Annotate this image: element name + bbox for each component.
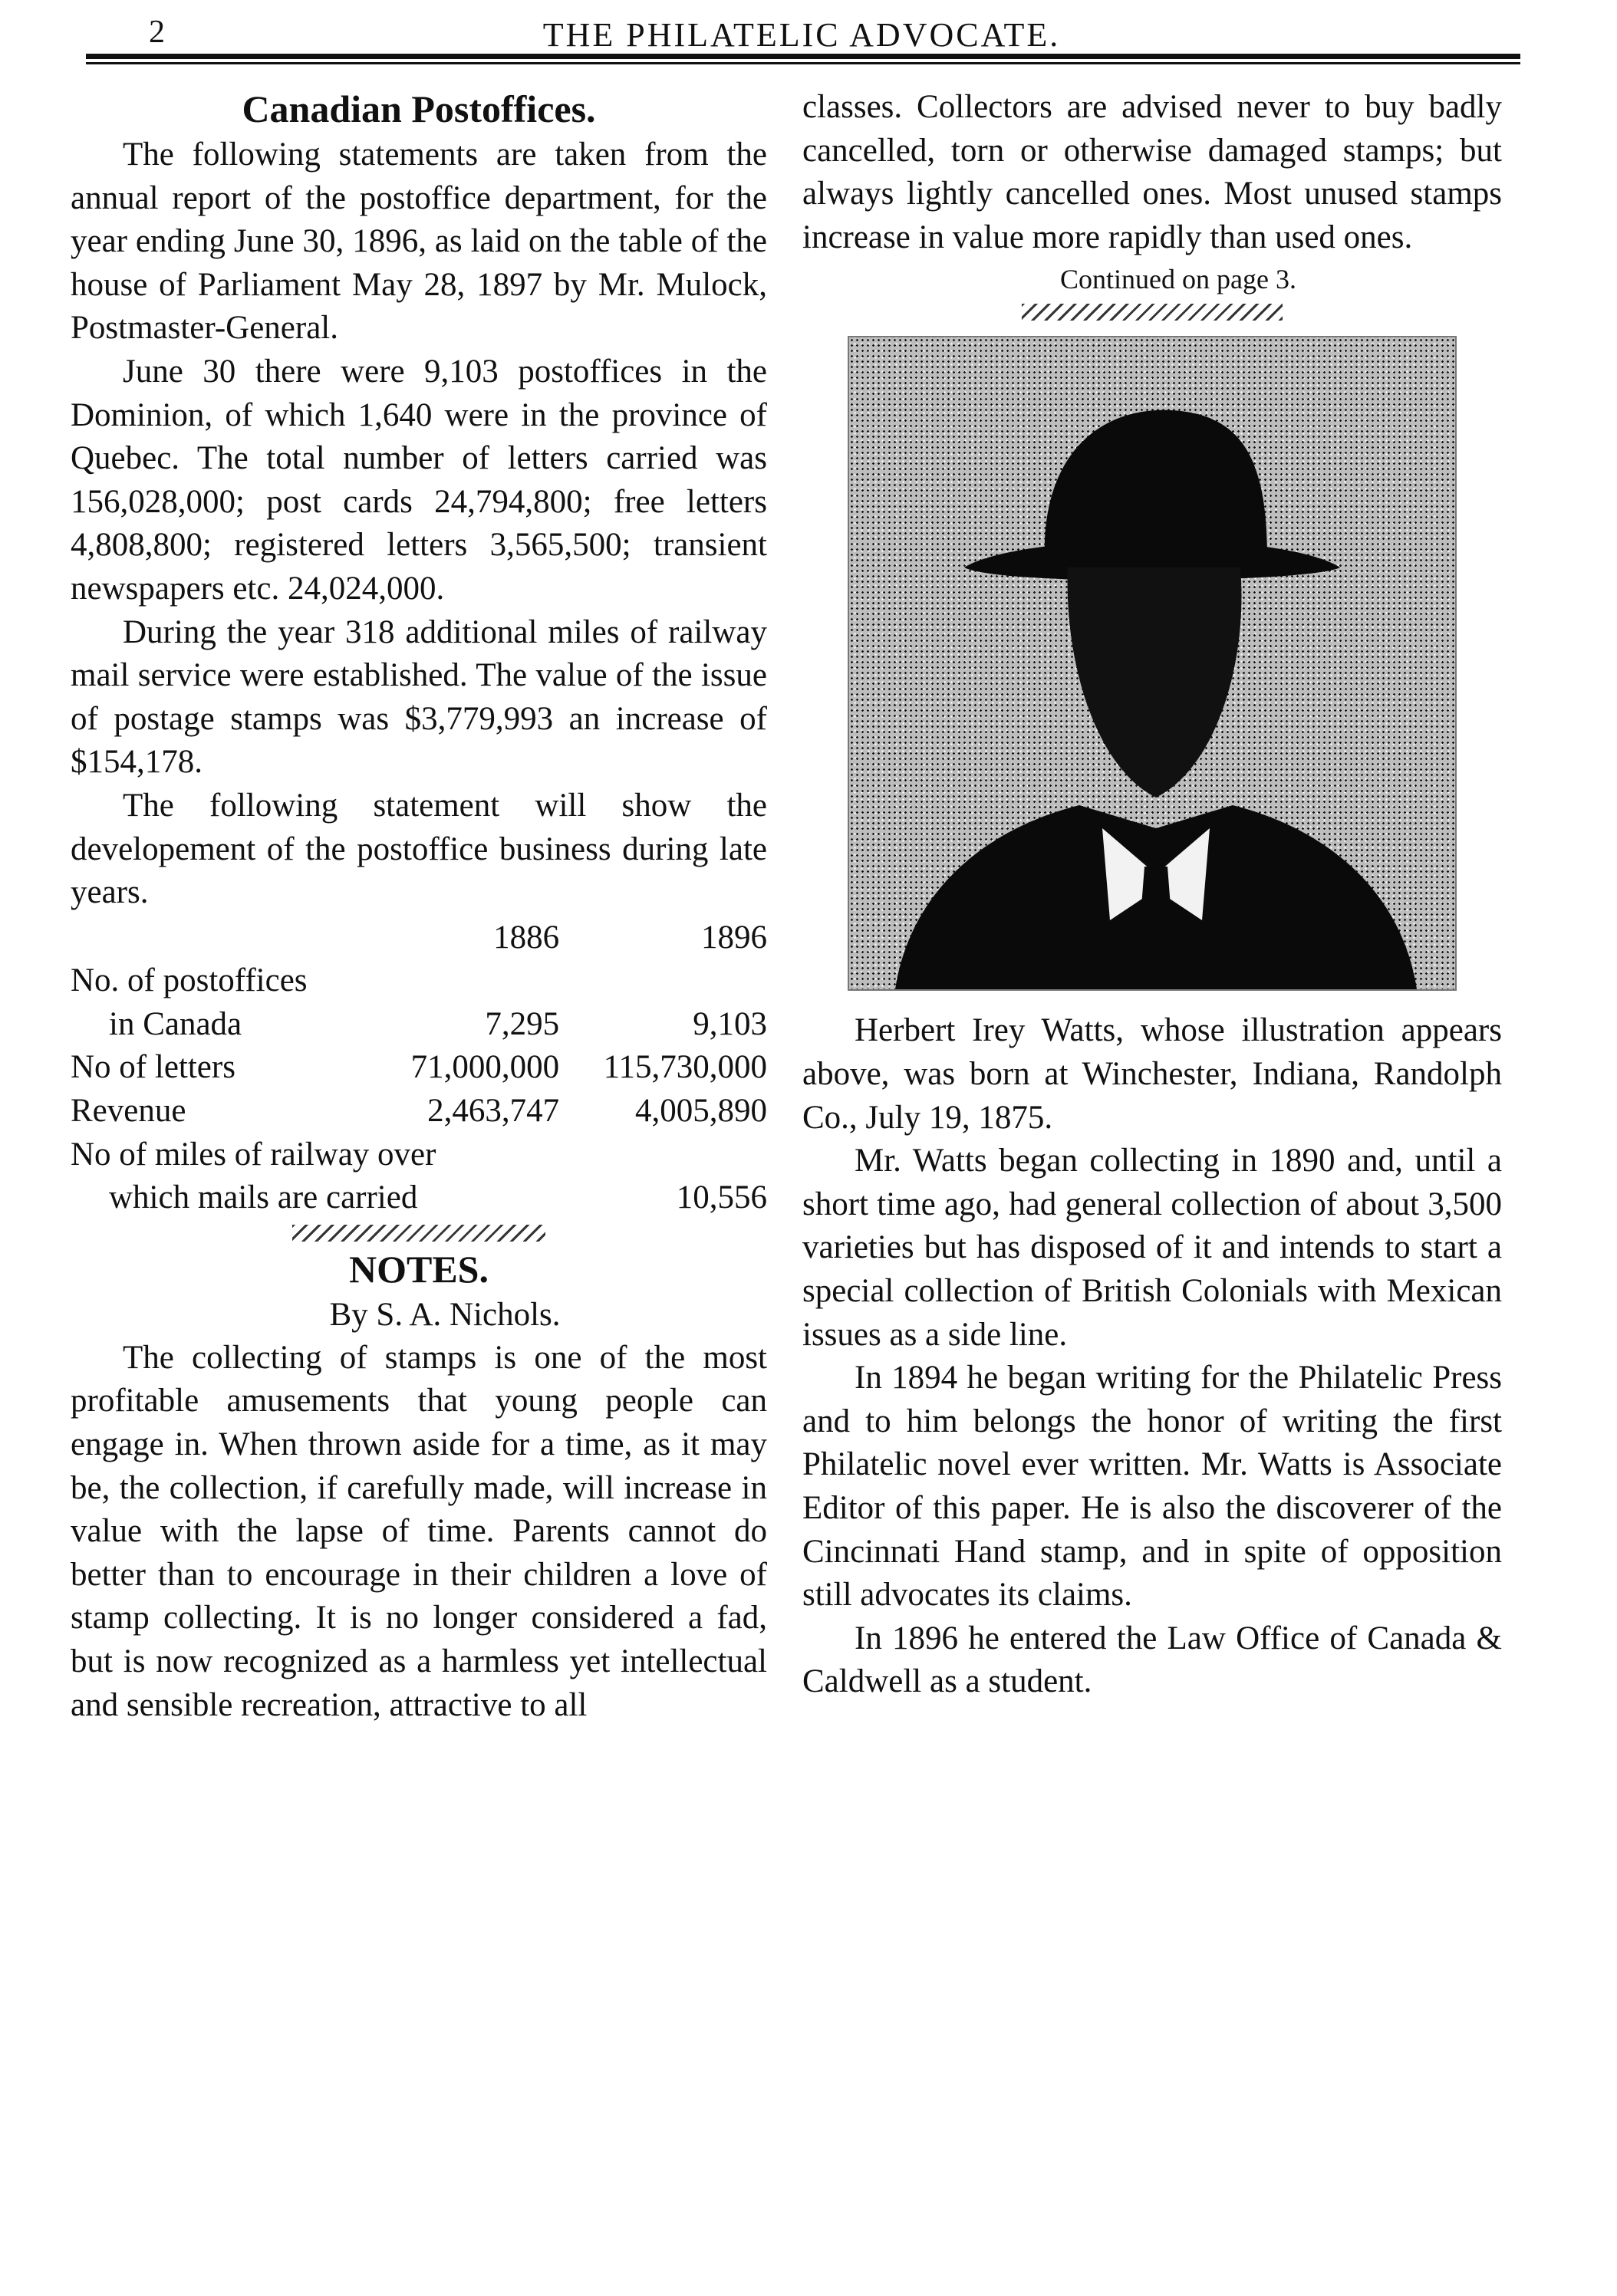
table-row-label: No of miles of railway over xyxy=(71,1136,436,1173)
article-paragraph: Herbert Irey Watts, whose illustration appears above, was born at Winchester, Indiana, Randolph Co., July 19, 1875. xyxy=(802,1012,1502,1136)
table-row-label: No of letters xyxy=(71,1049,235,1086)
table-cell: 2,463,747 xyxy=(427,1093,560,1130)
table-row xyxy=(71,959,767,1003)
table-cell: 7,295 xyxy=(485,1005,560,1042)
publication-title: THE PHILATELIC ADVOCATE. xyxy=(542,16,1061,54)
table-cell xyxy=(559,1133,767,1177)
table-row xyxy=(71,1176,767,1220)
table-row xyxy=(71,1046,767,1090)
portrait-photo xyxy=(848,336,1457,991)
masthead xyxy=(84,14,1519,58)
header-rule-thick xyxy=(86,54,1520,59)
article-paragraph: The collecting of stamps is one of the most profitable amusements that young people can engage in. When thrown aside for a time, as it may be, the collection, if carefully made, will increase in value with the lapse of time. Parents cannot do better than to encourage in their children a love of stamp collecting. It is no longer considered a fad, but is now recognized as a harmless yet intellectual and sensible recreation, attractive to all xyxy=(71,1339,767,1723)
table-row-label: Revenue xyxy=(71,1093,186,1130)
table-cell xyxy=(559,959,767,1003)
continued-note: Continued on page 3. xyxy=(1060,264,1296,295)
table-row-label: which mails are carried xyxy=(109,1179,418,1216)
article-paragraph: In 1896 he entered the Law Office of Canada & Caldwell as a student. xyxy=(802,1620,1502,1700)
page-number: 2 xyxy=(149,15,165,50)
table-cell xyxy=(371,959,560,1003)
table-cell: 115,730,000 xyxy=(603,1049,767,1086)
postoffice-statistics-table xyxy=(71,915,767,1220)
article-paragraph: In 1894 he began writing for the Philatelic Press and to him belongs the honor of writing the first Philatelic novel ever written. Mr. Watts is Associate Editor of this paper. He is also the discoverer of the Cincinnati Hand stamp, and in spite of opposition still advocates its claims. xyxy=(802,1360,1502,1613)
table-row xyxy=(71,1090,767,1133)
table-cell: 9,103 xyxy=(693,1005,767,1042)
article-paragraph: Mr. Watts began collecting in 1890 and, until a short time ago, had general collection of about 3,500 varieties but has disposed of it and intends to start a special collection of British Colonials with Mexican issues as a side line. xyxy=(802,1143,1502,1353)
table-row xyxy=(71,1133,767,1177)
portrait-silhouette-icon xyxy=(849,337,1455,989)
table-cell: 71,000,000 xyxy=(410,1049,560,1086)
article-paragraph: The following statement will show the developement of the postoffice business during late years. xyxy=(71,787,767,911)
article-paragraph-continued: classes. Collectors are advised never to buy badly cancelled, torn or otherwise damaged stamps; but always lightly cancelled ones. Most unused stamps increase in value more rapidly than used ones. xyxy=(802,89,1502,255)
section-divider xyxy=(1022,304,1283,321)
left-column xyxy=(71,86,767,1727)
byline: By S. A. Nichols. xyxy=(329,1296,561,1333)
table-row xyxy=(71,1003,767,1047)
article-paragraph: The following statements are taken from the annual report of the postoffice department, for the year ending June 30, 1896, as laid on the table of the house of Parliament May 28, 1897 by Mr. Mulock, Postmaster-General. xyxy=(71,137,767,347)
table-row-label: in Canada xyxy=(109,1005,242,1042)
article-paragraph: During the year 318 additional miles of railway mail service were established. The value of the issue of postage stamps was $3,779,993 an increase of $154,178. xyxy=(71,613,767,781)
table-header-row xyxy=(71,915,767,960)
table-cell: 4,005,890 xyxy=(635,1093,767,1130)
section-divider xyxy=(292,1225,545,1242)
table-cell: 10,556 xyxy=(676,1179,767,1216)
right-column xyxy=(802,86,1502,1704)
table-year-1896: 1896 xyxy=(701,919,767,956)
table-row-label: No. of postoffices xyxy=(71,962,308,999)
article-paragraph: June 30 there were 9,103 postoffices in the Dominion, of which 1,640 were in the province of Quebec. The total number of letters carried was 156,028,000; post cards 24,794,800; free letters 4,808,800; registered letters 3,565,500; transient newspapers etc. 24,024,000. xyxy=(71,353,767,607)
table-year-1886: 1886 xyxy=(493,919,560,956)
header-rule-thin xyxy=(86,62,1520,64)
article-title-canadian-postoffices: Canadian Postoffices. xyxy=(242,87,596,130)
article-title-notes: NOTES. xyxy=(348,1247,489,1291)
